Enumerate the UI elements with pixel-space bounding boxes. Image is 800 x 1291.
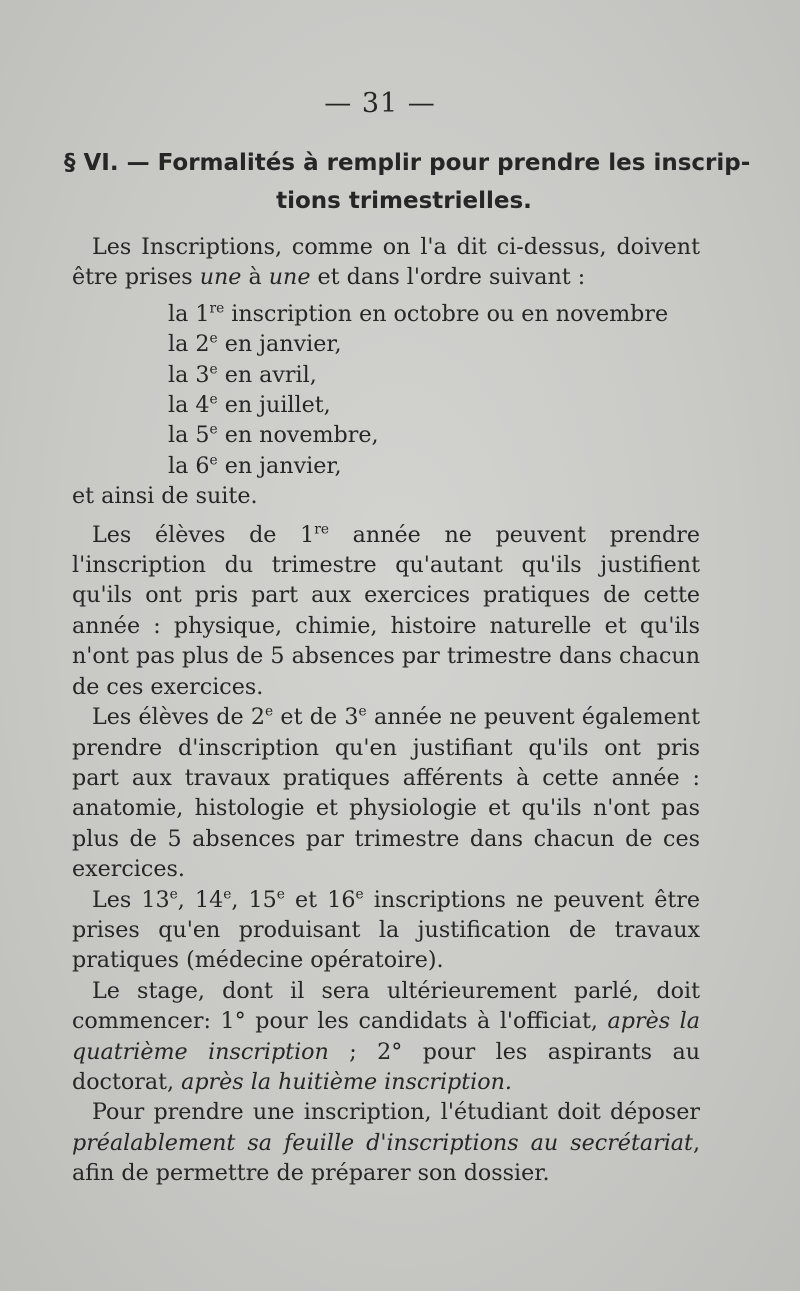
- late-text-c: , 15: [231, 886, 277, 913]
- ordinal-suffix: e: [209, 330, 218, 347]
- schedule-month: en janvier,: [217, 452, 342, 479]
- ordinal-suffix: e: [358, 703, 367, 720]
- late-text-e: inscriptions ne peuvent être prises qu'en produisant la justification de travaux pratiques (médecine opératoire).: [72, 886, 700, 974]
- intro-paragraph: [72, 232, 700, 293]
- late-text-d: et 16: [284, 886, 356, 913]
- schedule-item: [168, 451, 700, 481]
- ordinal-suffix: e: [209, 452, 218, 469]
- ordinal-suffix: e: [209, 391, 218, 408]
- late-inscriptions-paragraph: [72, 885, 700, 976]
- schedule-ordinal: la 1: [168, 300, 210, 327]
- section-heading-line-1: § VI. — Formalités à remplir pour prendre les inscrip-: [64, 150, 751, 176]
- stage-emphasis-doctorat: après la huitième inscription.: [181, 1068, 512, 1095]
- schedule-item: [168, 329, 700, 359]
- schedule-month: en avril,: [217, 361, 317, 388]
- inscription-schedule: [72, 299, 700, 481]
- schedule-item: [168, 390, 700, 420]
- intro-text-e: et dans l'ordre suivant :: [310, 264, 586, 291]
- second-year-text-c: année ne peuvent également prendre d'inscription qu'en justifiant qu'ils ont pris part aux travaux pratiques afférents à cette année : anatomie, histologie et physiologie et qu'ils n'ont pas plus de 5 absences par trimestre dans chacun de ces exercices.: [72, 704, 700, 883]
- section-heading-line-2: tions trimestrielles.: [276, 188, 532, 214]
- first-year-text-a: Les élèves de 1: [92, 521, 315, 548]
- page-number: — 31 —: [324, 88, 436, 119]
- stage-text-c: ; 2° pour les aspirants au doctorat,: [72, 1038, 700, 1095]
- late-text-b: , 14: [177, 886, 224, 913]
- stage-paragraph: [72, 976, 700, 1098]
- ordinal-suffix: e: [169, 886, 178, 903]
- schedule-ordinal: la 3: [168, 361, 210, 388]
- schedule-item: [168, 299, 700, 329]
- schedule-month: en juillet,: [217, 392, 331, 419]
- schedule-ordinal: la 5: [168, 422, 210, 449]
- schedule-item: [168, 360, 700, 390]
- late-text-a: Les 13: [92, 886, 170, 913]
- procedure-emphasis: préalablement sa feuille d'inscriptions au secrétariat: [72, 1129, 693, 1156]
- schedule-ordinal: la 4: [168, 392, 210, 419]
- first-year-text-b: année ne peuvent prendre l'inscription du trimestre qu'autant qu'ils justifient qu'ils ont pris part aux exercices pratiques de cette année : physique, chimie, histoire naturelle et qu'ils n'ont pas plus de 5 absences par trimestre dans chacun de ces exercices.: [72, 521, 700, 700]
- intro-emphasis-une-2: une: [268, 264, 311, 291]
- ordinal-suffix: e: [223, 886, 232, 903]
- schedule-ordinal: la 6: [168, 452, 210, 479]
- stage-text-a: Le stage, dont il sera ultérieurement parlé, doit commencer: 1° pour les candidats à l'officiat,: [72, 977, 700, 1035]
- schedule-month: inscription en octobre ou en novembre: [224, 300, 669, 327]
- stage-emphasis-officiat: après la quatrième inscription: [72, 1008, 700, 1065]
- second-third-year-paragraph: [72, 702, 700, 884]
- ordinal-suffix: e: [355, 886, 364, 903]
- ordinal-suffix: e: [276, 886, 285, 903]
- second-year-text-b: et de 3: [273, 704, 359, 731]
- second-year-text-a: Les élèves de 2: [92, 704, 265, 731]
- ordinal-suffix: re: [314, 521, 329, 538]
- schedule-month: en novembre,: [217, 422, 379, 449]
- schedule-month: en janvier,: [217, 331, 342, 358]
- ordinal-suffix: e: [209, 422, 218, 439]
- first-year-paragraph: [72, 520, 700, 702]
- intro-emphasis-une-1: une: [199, 264, 242, 291]
- intro-text-c: à: [241, 264, 269, 291]
- section-heading: [64, 144, 751, 220]
- schedule-end: et ainsi de suite.: [72, 483, 258, 510]
- schedule-ordinal: la 2: [168, 331, 210, 358]
- ordinal-suffix: e: [265, 703, 274, 720]
- schedule-item: [168, 420, 700, 450]
- intro-text-a: Les Inscriptions, comme on l'a dit ci-dessus, doivent être prises: [72, 234, 700, 291]
- procedure-paragraph: [72, 1097, 700, 1188]
- procedure-text-c: , afin de permettre de préparer son dossier.: [72, 1129, 700, 1187]
- body-text: [72, 232, 700, 1189]
- ordinal-suffix: e: [209, 361, 218, 378]
- procedure-text-a: Pour prendre une inscription, l'étudiant doit déposer: [92, 1099, 700, 1126]
- ordinal-suffix: re: [209, 300, 225, 317]
